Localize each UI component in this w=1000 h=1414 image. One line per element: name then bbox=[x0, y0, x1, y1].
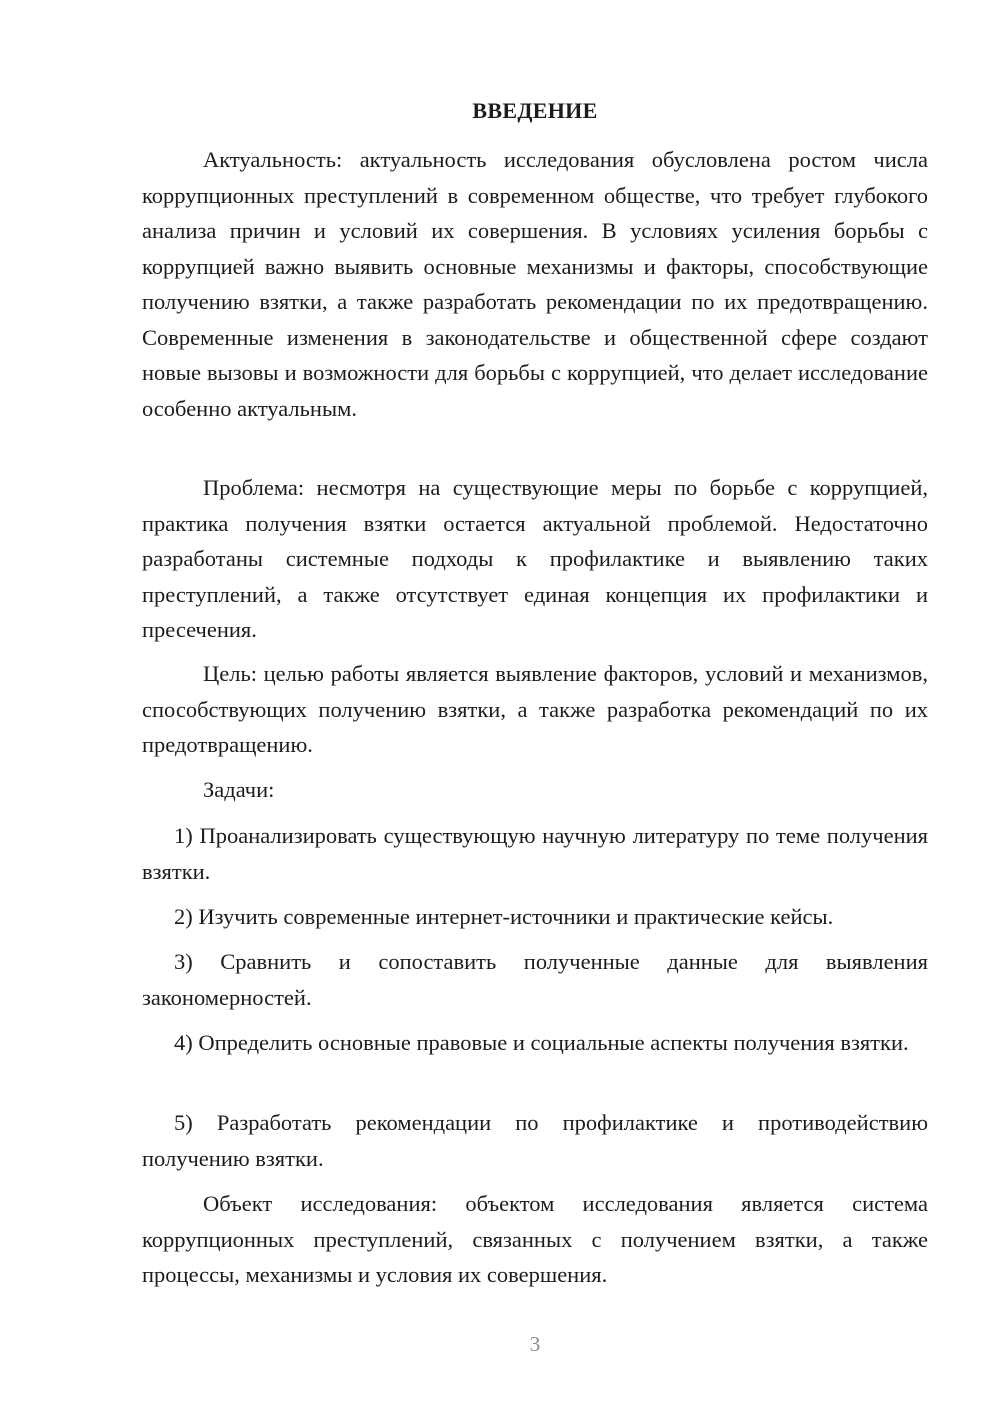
paragraph-object: Объект исследования: объектом исследования является система коррупционных преступлений, связанных с получением взятки, а также процессы, механизмы и условия их совершения. bbox=[142, 1191, 928, 1287]
paragraph-relevance: Актуальность: актуальность исследования обусловлена ростом числа коррупционных преступлений в современном обществе, что требует глубокого анализа причин и условий их совершения. В условиях усиления борьбы с коррупцией важно выявить основные механизмы и факторы, способствующие получению взятки, а также разработать рекомендации по их предотвращению. Современные изменения в законодательстве и общественной сфере создают новые вызовы и возможности для борьбы с коррупцией, что делает исследование особенно актуальным. bbox=[142, 147, 928, 421]
paragraph-tasks-label: Задачи: bbox=[203, 777, 275, 802]
page-number: 3 bbox=[529, 1332, 541, 1356]
list-item-task-5: 5) Разработать рекомендации по профилактике и противодействию получению взятки. bbox=[142, 1110, 928, 1171]
paragraph-problem: Проблема: несмотря на существующие меры по борьбе с коррупцией, практика получения взятки остается актуальной проблемой. Недостаточно разработаны системные подходы к профилактике и выявлению таких преступлений, а также отсутствует единая концепция их профилактики и пресечения. bbox=[142, 475, 928, 642]
list-item-task-3: 3) Сравнить и сопоставить полученные данные для выявления закономерностей. bbox=[142, 949, 928, 1010]
list-item-task-2: 2) Изучить современные интернет-источники и практические кейсы. bbox=[174, 904, 834, 929]
page-title: ВВЕДЕНИЕ bbox=[472, 98, 598, 123]
list-item-task-1: 1) Проанализировать существующую научную литературу по теме получения взятки. bbox=[142, 823, 928, 884]
paragraph-goal: Цель: целью работы является выявление факторов, условий и механизмов, способствующих получению взятки, а также разработка рекомендаций по их предотвращению. bbox=[142, 661, 928, 757]
list-item-task-4: 4) Определить основные правовые и социальные аспекты получения взятки. bbox=[174, 1030, 909, 1055]
